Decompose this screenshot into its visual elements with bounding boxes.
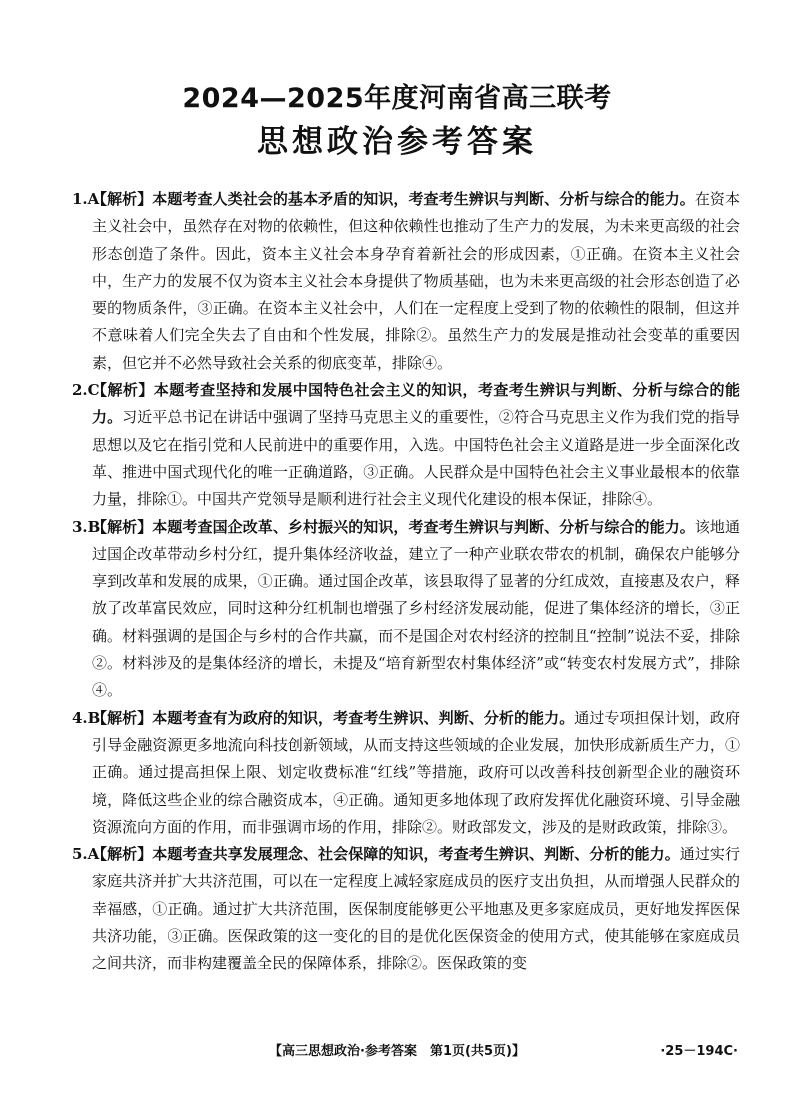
answer-number: 2.C <box>72 381 100 400</box>
analysis-text: 习近平总书记在讲话中强调了坚持马克思主义的重要性，②符合马克思主义作为我们党的指导思想以及它在指引党和人民前进中的重要作用，入选。中国特色社会主义道路是进一步全面深化改革、推进中国式现代化的唯一正确道路，③正确。人民群众是中国特色社会主义事业最根本的依靠力量，排除①。中国共产党领导是顺利进行社会主义现代化建设的根本保证，排除④。 <box>92 408 740 509</box>
analysis-heading: 【解析】本题考查共享发展理念、社会保障的知识，考查考生辨识、判断、分析的能力。 <box>92 845 680 864</box>
analysis-text: 通过实行家庭共济并扩大共济范围，可以在一定程度上减轻家庭成员的医疗支出负担，从而增强人民群众的幸福感，①正确。通过扩大共济范围，医保制度能够更公平地惠及更多家庭成员，更好地发挥医保共济功能，③正确。医保政策的这一变化的目的是优化医保资金的使用方式，使其能够在家庭成员之间共济，而非构建覆盖全民的保障体系，排除②。医保政策的变 <box>92 845 740 973</box>
exam-code: ·25－194C· <box>660 1044 738 1059</box>
analysis-heading: 【解析】本题考查人类社会的基本矛盾的知识，考查考生辨识与判断、分析与综合的能力。 <box>92 190 695 208</box>
answer-number: 1.A <box>72 190 100 208</box>
answer-number: 4.B <box>72 708 101 727</box>
page-footer: 【高三思想政治·参考答案 第1页(共5页)】 <box>269 1044 525 1059</box>
exam-title: 2024—2025年度河南省高三联考 <box>182 83 612 114</box>
answer-title: 思想政治参考答案 <box>257 124 537 160</box>
analysis-text: 在资本主义社会中，虽然存在对物的依赖性，但这种依赖性也推动了生产力的发展，为未来更高级的社会形态创造了条件。因此，资本主义社会本身孕育着新社会的形成因素，①正确。在资本主义社会中，生产力的发展不仅为资本主义社会本身提供了物质基础，也为未来更高级的社会形态创造了必要的物质条件，③正确。在资本主义社会中，人们在一定程度上受到了物的依赖性的限制，但这并不意味着人们完全失去了自由和个性发展，排除②。虽然生产力的发展是推动社会变革的重要因素，但它并不必然导致社会关系的彻底变革，排除④。 <box>92 190 740 372</box>
answer-item-1 <box>72 186 740 377</box>
answer-number: 3.B <box>72 517 101 536</box>
analysis-heading: 【解析】本题考查国企改革、乡村振兴的知识，考查考生辨识与判断、分析与综合的能力。 <box>92 517 695 536</box>
answer-item-4 <box>72 705 740 841</box>
answer-item-5 <box>72 841 740 977</box>
answer-item-3 <box>72 514 740 705</box>
analysis-heading: 【解析】本题考查坚持和发展中国特色社会主义的知识，考查考生辨识与判断、分析与综合的能力。 <box>92 381 740 427</box>
analysis-heading: 【解析】本题考查有为政府的知识，考查考生辨识、判断、分析的能力。 <box>92 708 575 727</box>
analysis-text: 该地通过国企改革带动乡村分红，提升集体经济收益，建立了一种产业联农带农的机制，确保农户能够分享到改革和发展的成果，①正确。通过国企改革，该县取得了显著的分红成效，直接惠及农户，释放了改革富民效应，同时这种分红机制也增强了乡村经济发展动能，促进了集体经济的增长，③正确。材料强调的是国企与乡村的合作共赢，而不是国企对农村经济的控制且“控制”说法不妥，排除②。材料涉及的是集体经济的增长，未提及“培育新型农村集体经济”或“转变农村发展方式”，排除④。 <box>92 517 740 700</box>
answer-list <box>72 186 740 978</box>
answer-number: 5.A <box>72 845 100 864</box>
analysis-text: 通过专项担保计划，政府引导金融资源更多地流向科技创新领域，从而支持这些领域的企业发展，加快形成新质生产力，①正确。通过提高担保上限、划定收费标准“红线”等措施，政府可以改善科技创新型企业的融资环境，降低这些企业的综合融资成本，④正确。通知更多地体现了政府发挥优化融资环境、引导金融资源流向方面的作用，而非强调市场的作用，排除②。财政部发文，涉及的是财政政策，排除③。 <box>92 708 740 836</box>
answer-item-2 <box>72 377 740 513</box>
